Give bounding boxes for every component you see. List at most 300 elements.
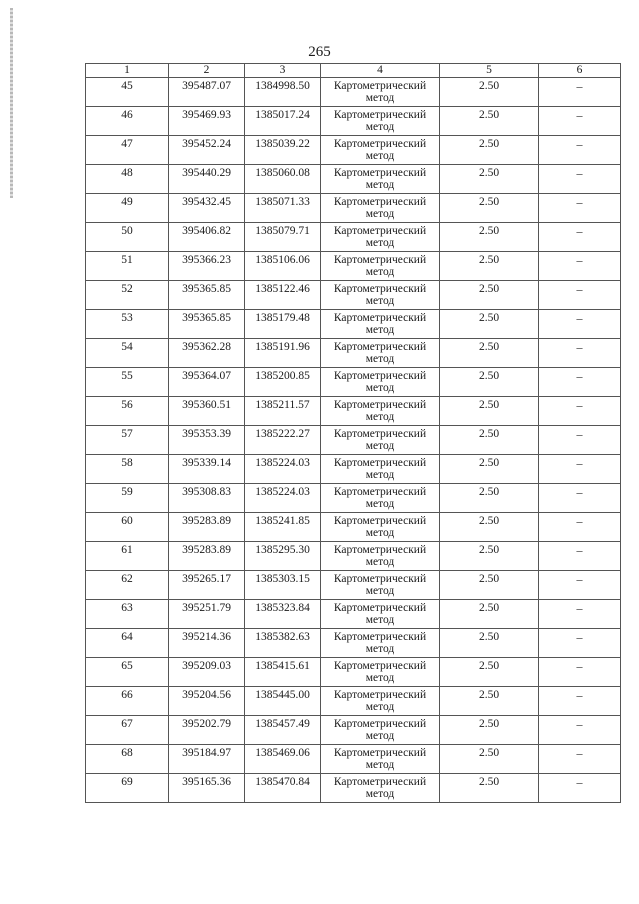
y-coordinate-cell-text: 1385211.57 [255, 399, 310, 411]
note-cell [539, 165, 621, 194]
method-cell-text: Картометрический [333, 341, 427, 353]
point-number-cell-text: 49 [121, 196, 133, 208]
table-row [86, 774, 621, 803]
x-coordinate-cell-text: 395406.82 [182, 225, 231, 237]
note-cell-text: – [576, 601, 583, 615]
y-coordinate-cell [245, 484, 321, 513]
y-coordinate-cell [245, 687, 321, 716]
point-number-cell [86, 397, 169, 426]
y-coordinate-cell-text: 1385179.48 [255, 312, 310, 324]
method-cell [321, 223, 440, 252]
column-header: 1 [86, 64, 169, 78]
table-row [86, 165, 621, 194]
note-cell-text: – [576, 282, 583, 296]
y-coordinate-cell-text: 1385241.85 [255, 515, 310, 527]
x-coordinate-cell [169, 397, 245, 426]
method-cell [321, 658, 440, 687]
note-cell-text: – [576, 195, 583, 209]
y-coordinate-cell [245, 426, 321, 455]
note-cell [539, 455, 621, 484]
point-number-cell [86, 281, 169, 310]
precision-cell [440, 484, 539, 513]
precision-cell-text: 2.50 [478, 515, 500, 527]
page-number: 265 [308, 44, 331, 60]
y-coordinate-cell [245, 339, 321, 368]
method-cell-text: метод [365, 295, 395, 307]
y-coordinate-cell [245, 571, 321, 600]
y-coordinate-cell [245, 281, 321, 310]
precision-cell [440, 136, 539, 165]
x-coordinate-cell-text: 395251.79 [182, 602, 231, 614]
point-number-cell-text: 62 [121, 573, 133, 585]
table-row [86, 78, 621, 107]
point-number-cell-text: 52 [121, 283, 133, 295]
point-number-cell [86, 600, 169, 629]
method-cell-text: метод [365, 92, 395, 104]
note-cell [539, 629, 621, 658]
precision-cell [440, 716, 539, 745]
method-cell-text: Картометрический [333, 544, 427, 556]
method-cell-text: метод [365, 672, 395, 684]
note-cell-text: – [576, 311, 583, 325]
point-number-cell-text: 50 [121, 225, 133, 237]
note-cell-text: – [576, 746, 583, 760]
precision-cell-text: 2.50 [478, 370, 500, 382]
y-coordinate-cell [245, 542, 321, 571]
precision-cell [440, 165, 539, 194]
table-row [86, 136, 621, 165]
point-number-cell-text: 63 [121, 602, 133, 614]
x-coordinate-cell [169, 658, 245, 687]
note-cell [539, 78, 621, 107]
y-coordinate-cell-text: 1385017.24 [255, 109, 310, 121]
note-cell-text: – [576, 108, 583, 122]
x-coordinate-cell [169, 368, 245, 397]
method-cell [321, 571, 440, 600]
point-number-cell [86, 629, 169, 658]
precision-cell [440, 745, 539, 774]
precision-cell-text: 2.50 [478, 689, 500, 701]
table-row [86, 455, 621, 484]
point-number-cell-text: 60 [121, 515, 133, 527]
x-coordinate-cell-text: 395165.36 [182, 776, 231, 788]
y-coordinate-cell [245, 513, 321, 542]
point-number-cell-text: 61 [121, 544, 133, 556]
note-cell [539, 252, 621, 281]
y-coordinate-cell-text: 1385224.03 [255, 457, 310, 469]
y-coordinate-cell-text: 1385060.08 [255, 167, 310, 179]
x-coordinate-cell [169, 281, 245, 310]
precision-cell-text: 2.50 [478, 544, 500, 556]
table-row [86, 484, 621, 513]
method-cell-text: Картометрический [333, 486, 427, 498]
method-cell-text: Картометрический [333, 399, 427, 411]
method-cell-text: Картометрический [333, 573, 427, 585]
method-cell-text: метод [365, 150, 395, 162]
method-cell-text: метод [365, 498, 395, 510]
precision-cell-text: 2.50 [478, 776, 500, 788]
precision-cell [440, 107, 539, 136]
method-cell-text: метод [365, 324, 395, 336]
y-coordinate-cell-text: 1385071.33 [255, 196, 310, 208]
method-cell [321, 513, 440, 542]
method-cell-text: метод [365, 585, 395, 597]
point-number-cell-text: 45 [121, 80, 133, 92]
x-coordinate-cell-text: 395214.36 [182, 631, 231, 643]
y-coordinate-cell-text: 1385470.84 [255, 776, 310, 788]
column-header: 2 [169, 64, 245, 78]
point-number-cell-text: 57 [121, 428, 133, 440]
y-coordinate-cell [245, 252, 321, 281]
point-number-cell [86, 368, 169, 397]
column-header: 5 [440, 64, 539, 78]
method-cell [321, 310, 440, 339]
y-coordinate-cell-text: 1384998.50 [255, 80, 310, 92]
note-cell-text: – [576, 659, 583, 673]
note-cell [539, 368, 621, 397]
table-row [86, 687, 621, 716]
y-coordinate-cell [245, 165, 321, 194]
x-coordinate-cell-text: 395469.93 [182, 109, 231, 121]
method-cell-text: Картометрический [333, 80, 427, 92]
x-coordinate-cell-text: 395365.85 [182, 312, 231, 324]
point-number-cell-text: 59 [121, 486, 133, 498]
precision-cell [440, 571, 539, 600]
y-coordinate-cell-text: 1385222.27 [255, 428, 310, 440]
note-cell-text: – [576, 543, 583, 557]
y-coordinate-cell-text: 1385382.63 [255, 631, 310, 643]
point-number-cell [86, 513, 169, 542]
point-number-cell-text: 51 [121, 254, 133, 266]
note-cell-text: – [576, 369, 583, 383]
point-number-cell [86, 745, 169, 774]
y-coordinate-cell-text: 1385445.00 [255, 689, 310, 701]
point-number-cell [86, 165, 169, 194]
y-coordinate-cell [245, 397, 321, 426]
x-coordinate-cell [169, 629, 245, 658]
method-cell-text: метод [365, 121, 395, 133]
precision-cell-text: 2.50 [478, 747, 500, 759]
note-cell [539, 397, 621, 426]
note-cell [539, 513, 621, 542]
method-cell [321, 745, 440, 774]
precision-cell-text: 2.50 [478, 602, 500, 614]
method-cell-text: метод [365, 527, 395, 539]
method-cell-text: метод [365, 237, 395, 249]
precision-cell [440, 629, 539, 658]
precision-cell-text: 2.50 [478, 80, 500, 92]
note-cell [539, 658, 621, 687]
point-number-cell [86, 223, 169, 252]
method-cell-text: метод [365, 759, 395, 771]
y-coordinate-cell [245, 774, 321, 803]
method-cell [321, 484, 440, 513]
precision-cell [440, 310, 539, 339]
x-coordinate-cell [169, 745, 245, 774]
x-coordinate-cell [169, 165, 245, 194]
note-cell-text: – [576, 775, 583, 789]
y-coordinate-cell [245, 194, 321, 223]
note-cell-text: – [576, 427, 583, 441]
x-coordinate-cell-text: 395365.85 [182, 283, 231, 295]
method-cell-text: Картометрический [333, 254, 427, 266]
note-cell [539, 484, 621, 513]
method-cell [321, 455, 440, 484]
precision-cell-text: 2.50 [478, 341, 500, 353]
point-number-cell [86, 107, 169, 136]
method-cell [321, 252, 440, 281]
method-cell [321, 194, 440, 223]
x-coordinate-cell [169, 136, 245, 165]
method-cell [321, 716, 440, 745]
precision-cell-text: 2.50 [478, 138, 500, 150]
point-number-cell-text: 68 [121, 747, 133, 759]
precision-cell-text: 2.50 [478, 196, 500, 208]
method-cell-text: метод [365, 730, 395, 742]
x-coordinate-cell-text: 395204.56 [182, 689, 231, 701]
method-cell [321, 78, 440, 107]
point-number-cell-text: 64 [121, 631, 133, 643]
method-cell-text: метод [365, 353, 395, 365]
point-number-cell [86, 339, 169, 368]
table-row [86, 629, 621, 658]
method-cell-text: метод [365, 208, 395, 220]
point-number-cell-text: 56 [121, 399, 133, 411]
point-number-cell [86, 252, 169, 281]
note-cell-text: – [576, 340, 583, 354]
precision-cell-text: 2.50 [478, 486, 500, 498]
x-coordinate-cell [169, 78, 245, 107]
x-coordinate-cell [169, 600, 245, 629]
note-cell-text: – [576, 456, 583, 470]
method-cell-text: Картометрический [333, 109, 427, 121]
precision-cell-text: 2.50 [478, 225, 500, 237]
x-coordinate-cell-text: 395366.23 [182, 254, 231, 266]
point-number-cell [86, 571, 169, 600]
precision-cell [440, 368, 539, 397]
precision-cell [440, 658, 539, 687]
note-cell [539, 339, 621, 368]
note-cell [539, 774, 621, 803]
method-cell-text: Картометрический [333, 776, 427, 788]
x-coordinate-cell [169, 687, 245, 716]
precision-cell-text: 2.50 [478, 167, 500, 179]
note-cell [539, 194, 621, 223]
precision-cell [440, 252, 539, 281]
table-row [86, 745, 621, 774]
precision-cell-text: 2.50 [478, 631, 500, 643]
method-cell-text: Картометрический [333, 225, 427, 237]
y-coordinate-cell [245, 310, 321, 339]
note-cell-text: – [576, 514, 583, 528]
method-cell-text: Картометрический [333, 602, 427, 614]
point-number-cell-text: 48 [121, 167, 133, 179]
note-cell [539, 687, 621, 716]
precision-cell-text: 2.50 [478, 660, 500, 672]
method-cell-text: Картометрический [333, 196, 427, 208]
x-coordinate-cell [169, 339, 245, 368]
y-coordinate-cell-text: 1385303.15 [255, 573, 310, 585]
note-cell [539, 716, 621, 745]
method-cell-text: метод [365, 382, 395, 394]
y-coordinate-cell-text: 1385122.46 [255, 283, 310, 295]
method-cell [321, 600, 440, 629]
note-cell-text: – [576, 166, 583, 180]
x-coordinate-cell-text: 395360.51 [182, 399, 231, 411]
method-cell [321, 165, 440, 194]
y-coordinate-cell-text: 1385415.61 [255, 660, 310, 672]
note-cell [539, 542, 621, 571]
y-coordinate-cell-text: 1385224.03 [255, 486, 310, 498]
x-coordinate-cell [169, 484, 245, 513]
point-number-cell [86, 716, 169, 745]
table-row [86, 571, 621, 600]
method-cell-text: Картометрический [333, 689, 427, 701]
point-number-cell [86, 542, 169, 571]
method-cell [321, 368, 440, 397]
y-coordinate-cell [245, 368, 321, 397]
method-cell-text: Картометрический [333, 138, 427, 150]
x-coordinate-cell [169, 455, 245, 484]
method-cell-text: метод [365, 614, 395, 626]
point-number-cell-text: 46 [121, 109, 133, 121]
x-coordinate-cell [169, 513, 245, 542]
method-cell-text: Картометрический [333, 370, 427, 382]
table-row [86, 194, 621, 223]
precision-cell-text: 2.50 [478, 254, 500, 266]
method-cell-text: метод [365, 788, 395, 800]
method-cell-text: Картометрический [333, 428, 427, 440]
point-number-cell-text: 47 [121, 138, 133, 150]
table-row [86, 339, 621, 368]
x-coordinate-cell-text: 395209.03 [182, 660, 231, 672]
method-cell-text: метод [365, 469, 395, 481]
point-number-cell-text: 69 [121, 776, 133, 788]
method-cell [321, 687, 440, 716]
table-row [86, 252, 621, 281]
precision-cell [440, 513, 539, 542]
method-cell-text: Картометрический [333, 747, 427, 759]
method-cell-text: метод [365, 266, 395, 278]
point-number-cell [86, 426, 169, 455]
method-cell-text: Картометрический [333, 457, 427, 469]
table-row [86, 513, 621, 542]
method-cell [321, 397, 440, 426]
note-cell-text: – [576, 572, 583, 586]
note-cell-text: – [576, 79, 583, 93]
precision-cell [440, 600, 539, 629]
y-coordinate-cell-text: 1385106.06 [255, 254, 310, 266]
precision-cell [440, 281, 539, 310]
note-cell-text: – [576, 630, 583, 644]
coordinates-table [85, 63, 621, 803]
y-coordinate-cell [245, 107, 321, 136]
method-cell-text: Картометрический [333, 515, 427, 527]
point-number-cell [86, 774, 169, 803]
note-cell [539, 426, 621, 455]
column-header: 6 [539, 64, 621, 78]
table-row [86, 310, 621, 339]
precision-cell-text: 2.50 [478, 573, 500, 585]
point-number-cell-text: 54 [121, 341, 133, 353]
x-coordinate-cell [169, 426, 245, 455]
note-cell-text: – [576, 224, 583, 238]
method-cell [321, 774, 440, 803]
method-cell [321, 136, 440, 165]
note-cell [539, 600, 621, 629]
table-row [86, 107, 621, 136]
x-coordinate-cell-text: 395202.79 [182, 718, 231, 730]
y-coordinate-cell [245, 455, 321, 484]
table-row [86, 600, 621, 629]
y-coordinate-cell-text: 1385295.30 [255, 544, 310, 556]
y-coordinate-cell-text: 1385200.85 [255, 370, 310, 382]
method-cell-text: Картометрический [333, 660, 427, 672]
point-number-cell [86, 658, 169, 687]
x-coordinate-cell-text: 395487.07 [182, 80, 231, 92]
precision-cell [440, 542, 539, 571]
precision-cell [440, 774, 539, 803]
precision-cell [440, 426, 539, 455]
y-coordinate-cell-text: 1385191.96 [255, 341, 310, 353]
y-coordinate-cell [245, 745, 321, 774]
x-coordinate-cell-text: 395440.29 [182, 167, 231, 179]
point-number-cell [86, 136, 169, 165]
method-cell-text: Картометрический [333, 283, 427, 295]
x-coordinate-cell-text: 395353.39 [182, 428, 231, 440]
point-number-cell-text: 53 [121, 312, 133, 324]
precision-cell-text: 2.50 [478, 399, 500, 411]
method-cell [321, 426, 440, 455]
x-coordinate-cell [169, 542, 245, 571]
y-coordinate-cell-text: 1385469.06 [255, 747, 310, 759]
y-coordinate-cell [245, 223, 321, 252]
scan-edge-mark [10, 8, 13, 198]
table-row [86, 658, 621, 687]
precision-cell-text: 2.50 [478, 283, 500, 295]
x-coordinate-cell-text: 395283.89 [182, 544, 231, 556]
precision-cell-text: 2.50 [478, 457, 500, 469]
note-cell [539, 136, 621, 165]
x-coordinate-cell-text: 395283.89 [182, 515, 231, 527]
table-row [86, 281, 621, 310]
method-cell [321, 281, 440, 310]
table-row [86, 716, 621, 745]
y-coordinate-cell [245, 658, 321, 687]
y-coordinate-cell [245, 629, 321, 658]
method-cell-text: метод [365, 411, 395, 423]
method-cell-text: Картометрический [333, 718, 427, 730]
x-coordinate-cell [169, 310, 245, 339]
precision-cell [440, 455, 539, 484]
method-cell [321, 542, 440, 571]
table-row [86, 368, 621, 397]
table-row [86, 223, 621, 252]
point-number-cell-text: 65 [121, 660, 133, 672]
x-coordinate-cell-text: 395432.45 [182, 196, 231, 208]
table-row [86, 542, 621, 571]
method-cell [321, 107, 440, 136]
point-number-cell [86, 484, 169, 513]
x-coordinate-cell [169, 194, 245, 223]
x-coordinate-cell [169, 571, 245, 600]
precision-cell [440, 194, 539, 223]
note-cell-text: – [576, 717, 583, 731]
y-coordinate-cell-text: 1385457.49 [255, 718, 310, 730]
x-coordinate-cell [169, 223, 245, 252]
method-cell-text: метод [365, 701, 395, 713]
note-cell [539, 107, 621, 136]
